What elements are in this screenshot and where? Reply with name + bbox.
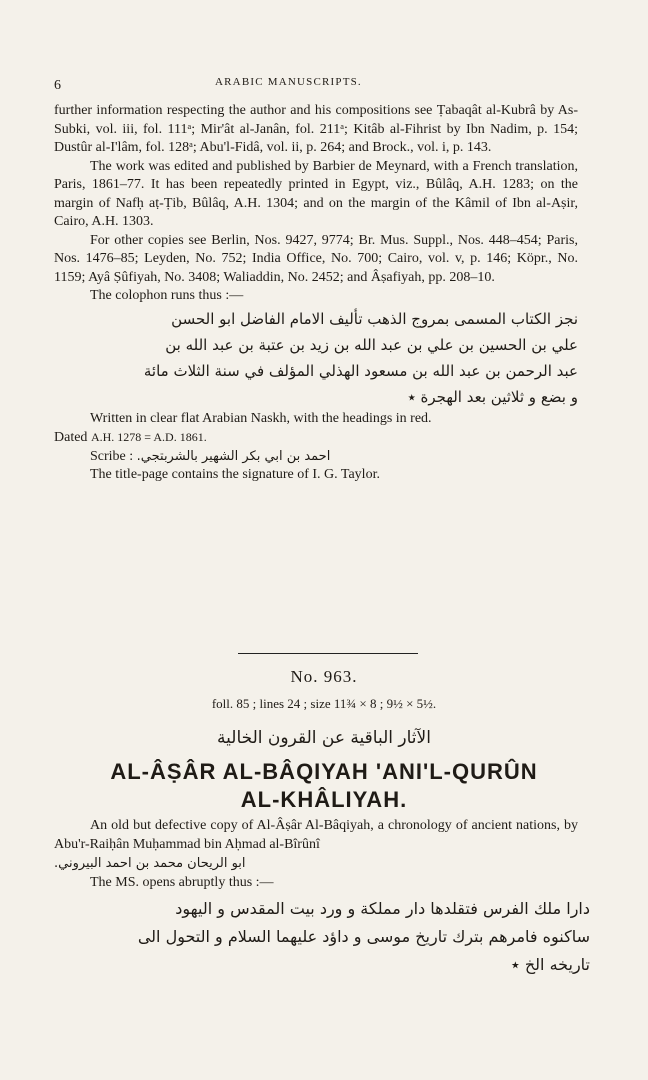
colophon-line: نجز الكتاب المسمى بمروج الذهب تأليف الامام الفاضل ابو الحسن — [171, 309, 578, 328]
colophon-line: و بضع و ثلاثين بعد الهجرة ٭ — [407, 387, 578, 406]
section-divider — [238, 653, 418, 654]
scribe-arabic: احمد بن ابي بكر الشهير بالشربتجي. — [136, 448, 331, 464]
opens-note: The MS. opens abruptly thus :— — [90, 875, 274, 890]
upper-text-block — [54, 102, 578, 485]
colophon-intro: The colophon runs thus :— — [90, 288, 244, 303]
intro-paragraph: further information respecting the author and his compositions see Ṭabaqât al-Kubrâ by As-Subki, vol. iii, fol. 111ᵃ; Mir'ât al-Janân, fol. 211ᵃ; Kitâb al-Fihrist by Ibn Nadim, p. 154; Dustûr al-I'lâm, fol. 128ᵃ; Abu'l-Fidâ, vol. ii, p. 264; and Brock., vol. i, p. 143. — [54, 103, 578, 155]
dated-line — [54, 428, 578, 448]
title-page-note: The title-page contains the signature of I. G. Taylor. — [90, 467, 380, 482]
entry-description: An old but defective copy of Al-Âṣâr Al-Bâqiyah, a chronology of ancient nations, by Abu'r-Raiḥân Muḥammad bin Aḥmad al-Bîrûnî — [54, 818, 578, 852]
colophon-line: عبد الرحمن بن عبد الله بن مسعود الهذلي المؤلف في سنة الثلاث مائة — [143, 361, 578, 380]
lower-text-block — [54, 817, 578, 893]
entry-title-latin — [30, 758, 618, 814]
scribe-line — [54, 448, 578, 467]
running-head: ARABIC MANUSCRIPTS. — [215, 76, 362, 88]
scribe-label: Scribe : — [90, 448, 134, 464]
colophon-line: علي بن الحسين بن علي بن عبد الله بن زيد بن عتبة بن عبد الله بن — [165, 335, 578, 354]
colophon-arabic — [54, 306, 578, 410]
opening-line: دارا ملك الفرس فتقلدها دار مملكة و ورد بيت المقدس و اليهود — [175, 899, 590, 918]
entry-number: No. 963. — [290, 667, 358, 686]
copies-paragraph: For other copies see Berlin, Nos. 9427, 9774; Br. Mus. Suppl., Nos. 448–454; Paris, Nos. 1476–85; Leyden, No. 752; India Office, No. 700; Cairo, vol. v, p. 146; Köpr., No. 1159; Ayâ Ṣûfiyah, No. 3408; Waliaddin, No. 2452; and Âṣafiyah, pp. 208–10. — [54, 232, 578, 285]
opening-arabic-block — [64, 895, 590, 979]
dated-value: A.H. 1278 = A.D. 1861. — [90, 430, 207, 444]
entry-title-line-2: AL-KHÂLIYAH. — [240, 787, 408, 812]
edition-paragraph: The work was edited and published by Barbier de Meynard, with a French translation, Paris, 1861–77. It has been repeatedly printed in Egypt, viz., Bûlâq, A.H. 1283; on the margin of Nafḥ aṭ-Ṭib, Bûlâq, A.H. 1304; and on the margin of the Kâmil of Ibn al-Aṣir, Cairo, A.H. 1303. — [54, 158, 578, 229]
entry-title-line-1: AL-ÂṢÂR AL-BÂQIYAH 'ANI'L-QURÛN — [110, 759, 538, 784]
author-arabic: ابو الريحان محمد بن احمد البيروني. — [54, 856, 246, 871]
entry-title-arabic: الآثار الباقية عن القرون الخالية — [217, 728, 431, 748]
opening-line: تاريخه الخ ٭ — [511, 955, 590, 974]
written-note: Written in clear flat Arabian Naskh, with the headings in red. — [90, 410, 432, 426]
page-number: 6 — [54, 78, 61, 93]
dated-label: Dated — [54, 430, 88, 445]
opening-arabic — [64, 895, 590, 979]
entry-meta: foll. 85 ; lines 24 ; size 11¾ × 8 ; 9½ × 5½. — [211, 696, 437, 711]
opening-line: ساكنوه فامرهم بترك تاريخ موسى و داؤد عليهما السلام و التحول الى — [137, 927, 590, 946]
